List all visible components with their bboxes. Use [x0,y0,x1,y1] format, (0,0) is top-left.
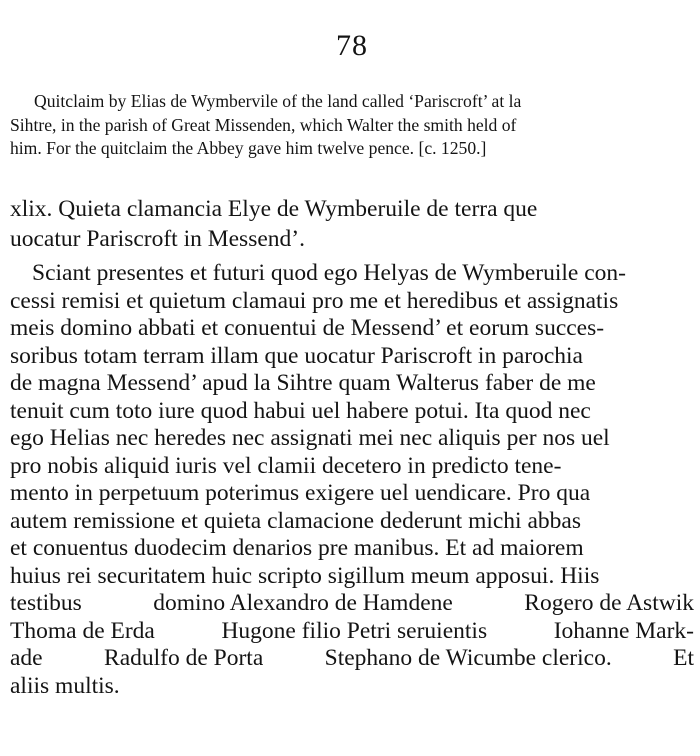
charter-line: autem remissione et quieta clamacione dederunt michi abbas [10,507,581,534]
witness-segment: Iohanne Mark- [553,617,694,644]
witness-line [10,618,694,646]
entry-title [10,194,694,254]
summary-line: Quitclaim by Elias de Wymbervile of the land called ‘Pariscroft’ at la [34,91,522,111]
witness-segment: Stephano de Wicumbe clerico. [324,645,612,671]
witness-segment: Radulfo de Porta [104,645,264,671]
witness-segment: Et [673,645,694,671]
charter-line: Sciant presentes et futuri quod ego Helyas de Wymberuile con- [32,260,626,286]
charter-line: meis domino abbati et conuentui de Messend’ et eorum succes- [10,315,605,341]
charter-line: ego Helias nec heredes nec assignati mei nec aliquis per nos uel [10,425,610,451]
charter-line: soribus totam terram illam que uocatur Pariscroft in parochia [10,342,583,369]
charter-line: mento in perpetuum poterimus exigere uel uendicare. Pro qua [10,480,591,506]
witness-line [10,590,694,618]
witness-segment: domino Alexandro de Hamdene [153,590,453,616]
witness-segment: Thoma de Erda [10,617,155,644]
page-number: 78 [336,29,368,62]
entry-title-line: uocatur Pariscroft in Messend’. [10,226,305,252]
charter-summary [10,90,694,161]
witness-line [10,645,694,673]
witness-segment: Hugone filio Petri seruientis [221,617,488,644]
charter-line: de magna Messend’ apud la Sihtre quam Walterus faber de me [10,370,596,396]
charter-line: tenuit cum toto iure quod habui uel habere potui. Ita quod nec [10,397,591,424]
witness-segment: ade [10,645,43,671]
summary-line: Sihtre, in the parish of Great Missenden, which Walter the smith held of [10,114,517,135]
charter-line: et conuentus duodecim denarios pre manibus. Et ad maiorem [10,535,584,561]
closing-line: aliis multis. [10,672,120,699]
charter-line: pro nobis aliquid iuris vel clamii decetero in predicto tene- [10,452,562,479]
summary-line: him. For the quitclaim the Abbey gave him twelve pence. [c. 1250.] [10,138,487,158]
charter-line: huius rei securitatem huic scripto sigillum meum apposui. Hiis [10,562,600,589]
entry-title-line: xlix. Quieta clamancia Elye de Wymberuile de terra que [10,196,538,222]
charter-text [10,260,694,700]
witness-segment: testibus [10,590,82,616]
charter-line: cessi remisi et quietum clamaui pro me et heredibus et assignatis [10,287,619,314]
witness-segment: Rogero de Astwik [524,590,694,616]
